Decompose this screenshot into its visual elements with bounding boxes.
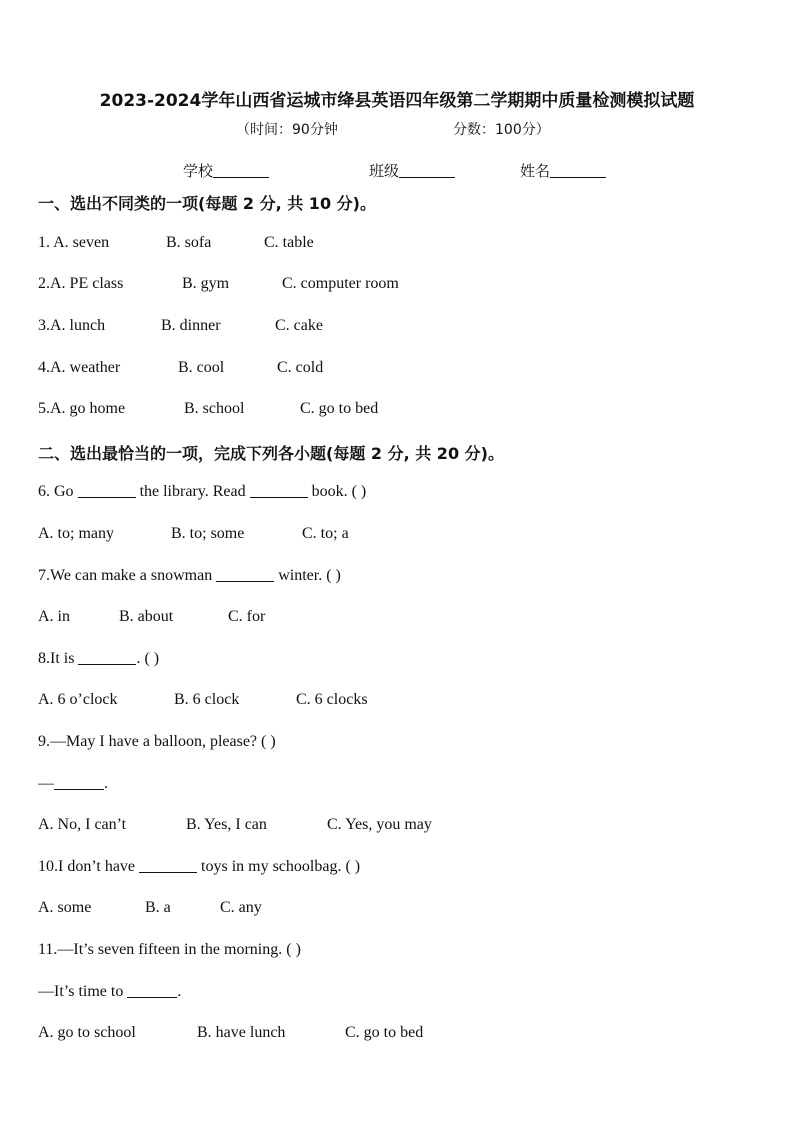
option-c: C. cake	[275, 317, 323, 334]
school-label: 学校	[183, 162, 214, 180]
answer-blank[interactable]	[127, 983, 177, 998]
q7-option-a: A. in	[38, 608, 70, 625]
option-c: C. computer room	[282, 275, 399, 292]
q6-option-c: C. to; a	[302, 525, 349, 542]
question-10: 10.I don’t have toys in my schoolbag. ( )	[38, 858, 361, 875]
q11-option-a: A. go to school	[38, 1024, 136, 1041]
q11-option-b: B. have lunch	[197, 1024, 286, 1041]
name-blank[interactable]	[550, 163, 606, 178]
q7-option-c: C. for	[228, 608, 266, 625]
q11-option-c: C. go to bed	[345, 1024, 424, 1041]
q8-option-c: C. 6 clocks	[296, 691, 368, 708]
class-field	[369, 160, 455, 181]
question-8: 8.It is . ( )	[38, 650, 160, 667]
answer-blank[interactable]	[250, 483, 308, 498]
option-b: B. cool	[178, 359, 225, 376]
q10-option-a: A. some	[38, 899, 92, 916]
school-field	[183, 160, 269, 181]
option-b: B. dinner	[161, 317, 221, 334]
question-number: 5.A. go home	[38, 400, 126, 417]
q6-option-b: B. to; some	[171, 525, 245, 542]
answer-blank[interactable]	[78, 650, 136, 665]
q9-option-b: B. Yes, I can	[186, 816, 267, 833]
exam-score: 分数：100分）	[453, 122, 550, 138]
question-7: 7.We can make a snowman winter. ( )	[38, 567, 341, 584]
question-6: 6. Go the library. Read book. ( )	[38, 483, 367, 500]
q6-option-a: A. to; many	[38, 525, 114, 542]
question-9-reply: — .	[38, 775, 108, 792]
question-number: 2.A. PE class	[38, 275, 124, 292]
answer-blank[interactable]	[216, 567, 274, 582]
option-b: B. sofa	[166, 234, 212, 251]
name-field	[520, 160, 606, 181]
option-b: B. gym	[182, 275, 230, 292]
q8-option-b: B. 6 clock	[174, 691, 240, 708]
answer-blank[interactable]	[54, 775, 104, 790]
section2-heading: 二、选出最恰当的一项，完成下列各小题(每题 2 分, 共 20 分)。	[38, 444, 504, 463]
option-c: C. cold	[277, 359, 324, 376]
q8-option-a: A. 6 o’clock	[38, 691, 118, 708]
question-9: 9.—May I have a balloon, please? ( )	[38, 733, 276, 750]
class-blank[interactable]	[399, 163, 455, 178]
exam-time: （时间：90分钟	[236, 122, 338, 138]
option-c: C. table	[264, 234, 314, 251]
page-title: 2023-2024学年山西省运城市绛县英语四年级第二学期期中质量检测模拟试题	[99, 91, 695, 111]
section1-heading: 一、选出不同类的一项(每题 2 分, 共 10 分)。	[38, 194, 376, 213]
question-number: 1. A. seven	[38, 234, 110, 251]
q10-option-c: C. any	[220, 899, 262, 916]
name-label: 姓名	[520, 162, 551, 180]
question-number: 3.A. lunch	[38, 317, 106, 334]
question-11-reply: —It’s time to .	[38, 983, 182, 1000]
q10-option-b: B. a	[145, 899, 171, 916]
class-label: 班级	[369, 162, 400, 180]
q7-option-b: B. about	[119, 608, 174, 625]
q9-option-a: A. No, I can’t	[38, 816, 127, 833]
school-blank[interactable]	[213, 163, 269, 178]
option-b: B. school	[184, 400, 245, 417]
answer-blank[interactable]	[139, 858, 197, 873]
option-c: C. go to bed	[300, 400, 379, 417]
answer-blank[interactable]	[78, 483, 136, 498]
q9-option-c: C. Yes, you may	[327, 816, 432, 833]
question-number: 4.A. weather	[38, 359, 121, 376]
question-11: 11.—It’s seven fifteen in the morning. ( )	[38, 941, 301, 958]
